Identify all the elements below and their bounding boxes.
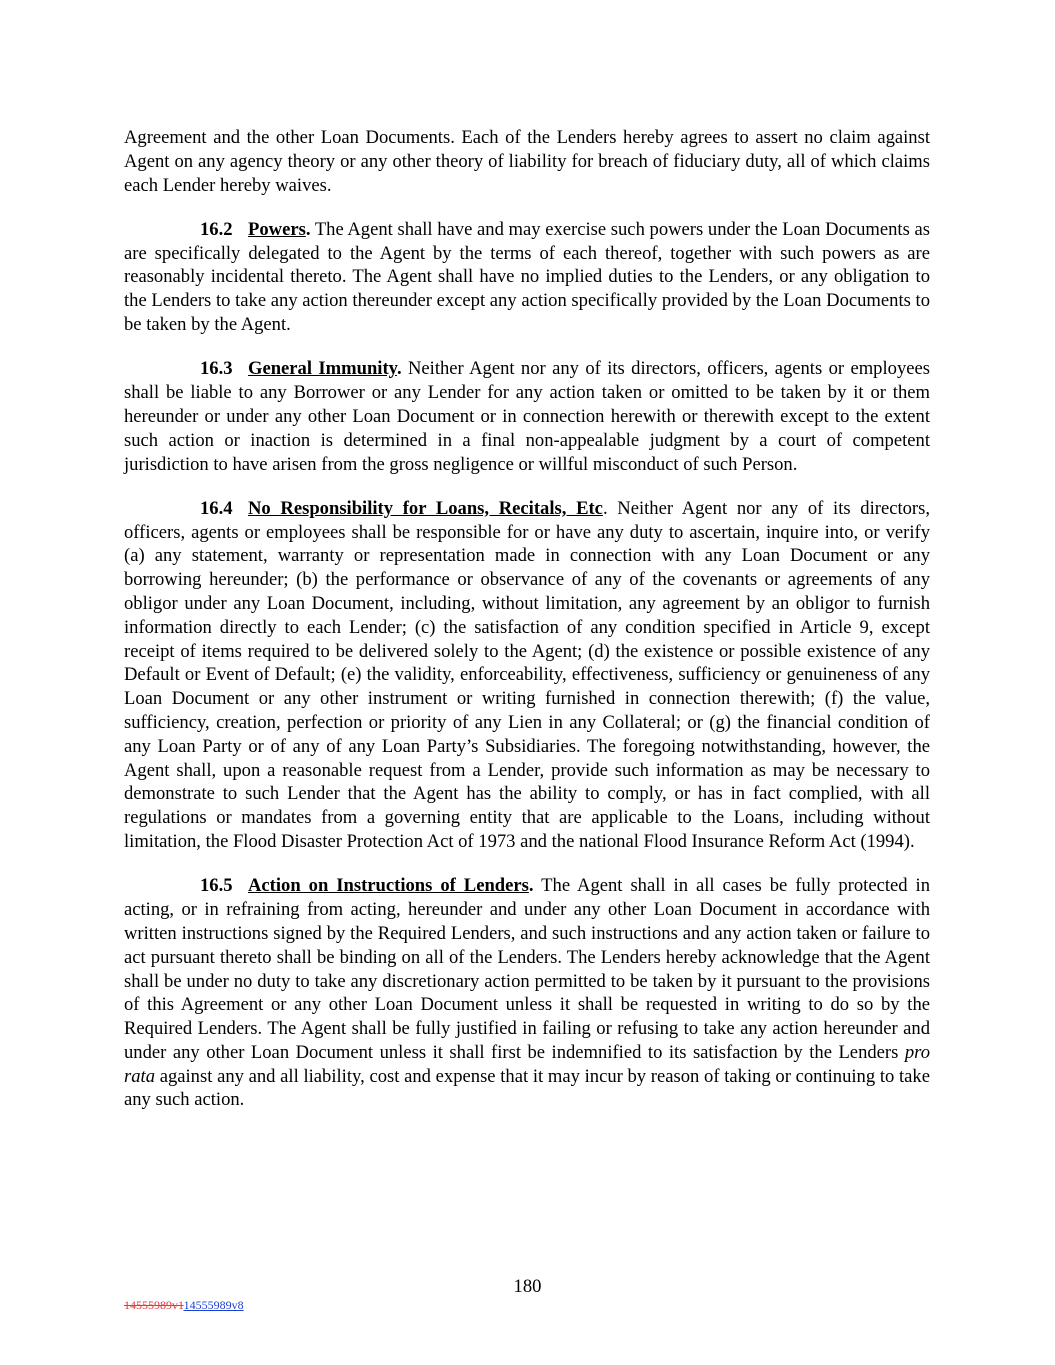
section-title-period: . [305, 218, 311, 240]
section-text-italic: pro rata [124, 1041, 930, 1087]
intro-paragraph: Agreement and the other Loan Documents. Each of the Lenders hereby agrees to assert no claim against Agent on any agency theory or any other theory of liability for breach of fiduciary duty, all of which claims each Lender hereby waives. [124, 127, 930, 196]
section-number: 16.3 [200, 358, 233, 380]
section-title-period: . [528, 875, 534, 897]
section-16-3 [124, 357, 930, 476]
section-text: Neither Agent nor any of its directors, officers, agents or employees shall be liable to any Borrower or any Lender for any action taken or omitted to be taken by it or them hereunder or under any other Loan Document or in connection herewith or therewith except to the extent such action or inaction is determined in a final non-appealable judgment by a court of competent jurisdiction to have arisen from the gross negligence or willful misconduct of such Person. [124, 358, 930, 475]
section-text: The Agent shall in all cases be fully protected in acting, or in refraining from acting, hereunder and under any other Loan Document in accordance with written instructions signed by the Required Lenders, and such instructions and any action taken or failure to act pursuant thereto shall be binding on all of the Lenders. The Lenders hereby acknowledge that the Agent shall be under no duty to take any discretionary action permitted to be taken by it pursuant to the provisions of this Agreement or any other Loan Document unless it shall be requested in writing to do so by the Required Lenders. The Agent shall be fully justified in failing or refusing to take any action hereunder and under any other Loan Document unless it shall first be indemnified to its satisfaction by the Lenders [124, 875, 930, 1063]
section-16-5 [124, 874, 930, 1112]
section-title: Powers [248, 218, 306, 240]
section-number: 16.4 [200, 497, 233, 519]
section-title: Action on Instructions of Lenders [248, 875, 529, 897]
section-text: The Agent shall have and may exercise such powers under the Loan Documents as are specifically delegated to the Agent by the terms of each thereof, together with such powers as are reasonably incidental thereto. The Agent shall have no implied duties to the Lenders, or any obligation to the Lenders to take any action thereunder except any action specifically provided by the Loan Documents to be taken by the Agent. [124, 218, 930, 336]
section-16-2 [124, 218, 930, 337]
section-title: General Immunity [248, 358, 397, 380]
section-title-period: . [396, 358, 402, 380]
section-16-4 [124, 497, 930, 854]
document-id-deleted: 14555989v1 [124, 1298, 184, 1312]
section-text-continued: against any and all liability, cost and expense that it may incur by reason of taking or continuing to take any such action. [124, 1065, 930, 1111]
page-number: 180 [513, 1276, 542, 1297]
section-title: No Responsibility for Loans, Recitals, Etc [248, 497, 603, 519]
section-text: . Neither Agent nor any of its directors, officers, agents or employees shall be responsible for or have any duty to ascertain, inquire into, or verify (a) any statement, warranty or representation made in connection with any Loan Document or any borrowing hereunder; (b) the performance or observance of any of the covenants or agreements of any obligor under any Loan Document, including, without limitation, any agreement by an obligor to furnish information directly to each Lender; (c) the satisfaction of any condition specified in Article 9, except receipt of items required to be delivered solely to the Agent; (d) the existence or possible existence of any Default or Event of Default; (e) the validity, enforceability, effectiveness, sufficiency or genuineness of any Loan Document or any other instrument or writing furnished in connection therewith; (f) the value, sufficiency, creation, perfection or priority of any Lien in any Collateral; or (g) the financial condition of any Loan Party or of any of any Loan Party’s Subsidiaries. The foregoing notwithstanding, however, the Agent shall, upon a reasonable request from a Lender, provide such information as may be necessary to demonstrate to such Lender that the Agent has the ability to comply, or has in fact complied, with all regulations or mandates from a governing entity that are applicable to the Loans, including without limitation, the Flood Disaster Protection Act of 1973 and the national Flood Insurance Reform Act (1994). [124, 497, 931, 853]
section-number: 16.5 [200, 875, 233, 897]
document-id [124, 1298, 244, 1313]
section-number: 16.2 [200, 218, 233, 240]
document-body [124, 126, 930, 1133]
document-id-inserted: 14555989v8 [183, 1298, 244, 1312]
